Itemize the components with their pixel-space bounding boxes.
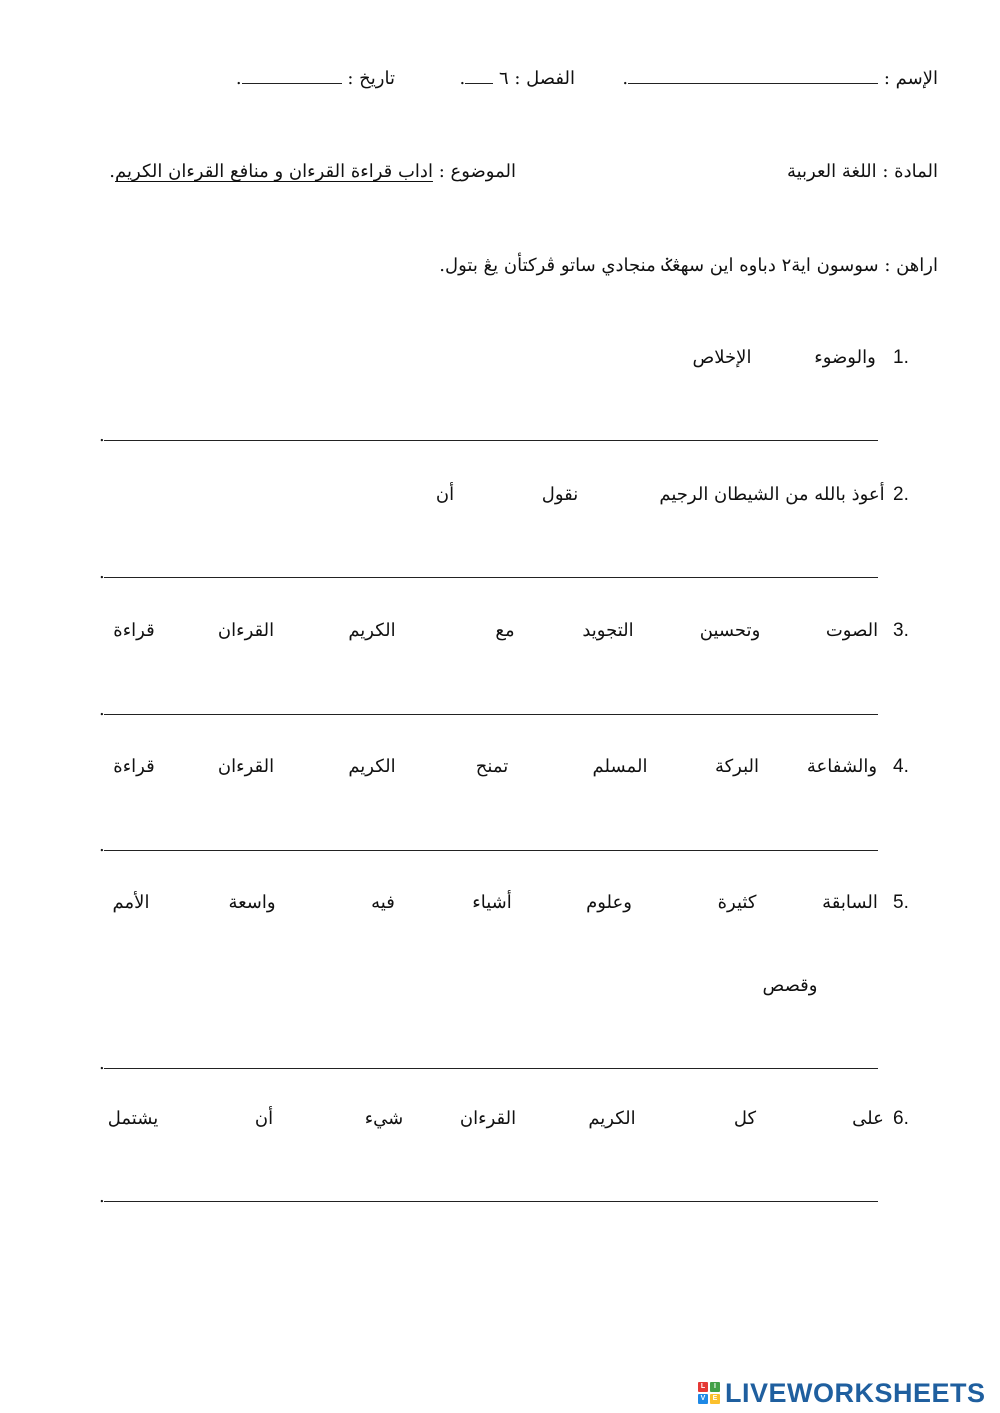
word-tile[interactable]: وقصص <box>762 975 818 996</box>
word-tile[interactable]: على <box>852 1108 884 1129</box>
word-tile[interactable]: أن <box>254 1108 274 1129</box>
word-tile[interactable]: القرءان <box>459 1108 517 1129</box>
answer-line[interactable] <box>104 1068 878 1069</box>
logo-block: I <box>710 1382 720 1392</box>
answer-line-dot: . <box>99 425 105 446</box>
logo-blocks-icon <box>698 1382 720 1404</box>
answer-line-dot: . <box>99 1053 105 1074</box>
word-tile[interactable]: والشفاعة <box>806 756 878 777</box>
word-tile[interactable]: الكريم <box>588 1108 636 1129</box>
logo-block: L <box>698 1382 708 1392</box>
word-tile[interactable]: أن <box>435 484 455 505</box>
word-tile[interactable]: قراءة <box>113 756 155 777</box>
logo-block: E <box>710 1394 720 1404</box>
name-label: الإسم : <box>883 68 938 89</box>
question-number: 5. <box>893 892 909 913</box>
name-field: الإسم : . <box>622 68 938 89</box>
word-tile[interactable]: قراءة <box>113 620 155 641</box>
word-tile[interactable]: وتحسين <box>699 620 761 641</box>
word-tile[interactable]: التجويد <box>582 620 634 641</box>
word-tile[interactable]: تمنح <box>475 756 509 777</box>
subject-label: المادة : اللغة العربية <box>786 161 938 182</box>
logo-block: V <box>698 1394 708 1404</box>
question-number: 2. <box>893 484 909 505</box>
question-number: 1. <box>893 347 909 368</box>
answer-line[interactable] <box>104 440 878 441</box>
word-tile[interactable]: البركة <box>714 756 760 777</box>
word-tile[interactable]: أعوذ بالله من الشيطان الرجيم <box>659 484 885 505</box>
word-tile[interactable]: القرءان <box>217 620 275 641</box>
date-field: تاريخ : . <box>235 68 395 89</box>
word-tile[interactable]: وعلوم <box>586 892 632 913</box>
answer-line[interactable] <box>104 577 878 578</box>
word-tile[interactable]: كل <box>733 1108 757 1129</box>
class-field: الفصل : ٦ . <box>459 68 575 89</box>
word-tile[interactable]: يشتمل <box>107 1108 159 1129</box>
answer-line-dot: . <box>99 699 105 720</box>
answer-line[interactable] <box>104 850 878 851</box>
word-tile[interactable]: الصوت <box>825 620 879 641</box>
answer-line[interactable] <box>104 714 878 715</box>
answer-line-dot: . <box>99 835 105 856</box>
date-blank[interactable] <box>242 83 342 84</box>
word-tile[interactable]: السابقة <box>822 892 878 913</box>
topic-label: الموضوع : <box>438 161 516 182</box>
word-tile[interactable]: نقول <box>541 484 579 505</box>
word-tile[interactable]: كثيرة <box>717 892 757 913</box>
word-tile[interactable]: والوضوء <box>814 347 876 368</box>
word-tile[interactable]: مع <box>495 620 515 641</box>
word-tile[interactable]: الكريم <box>348 620 396 641</box>
answer-line[interactable] <box>104 1201 878 1202</box>
name-blank[interactable] <box>628 83 878 84</box>
instruction-text: اراهن : سوسون اية٢ دباوه اين سهڠݢ منجادي ساتو ڤركتأن يڠ بتول. <box>439 255 938 276</box>
question-number: 4. <box>893 756 909 777</box>
word-tile[interactable]: القرءان <box>217 756 275 777</box>
word-tile[interactable]: المسلم <box>592 756 648 777</box>
word-tile[interactable]: فيه <box>371 892 395 913</box>
topic-field: الموضوع : اداب قراءة القرءان و منافع القرءان الكريم. <box>109 161 516 182</box>
answer-line-dot: . <box>99 1186 105 1207</box>
topic-value: اداب قراءة القرءان و منافع القرءان الكريم <box>115 161 433 182</box>
liveworksheets-logo <box>698 1378 986 1408</box>
class-label: الفصل : ٦ <box>498 68 575 89</box>
logo-text: LIVEWORKSHEETS <box>725 1377 986 1408</box>
class-blank[interactable] <box>465 83 493 84</box>
word-tile[interactable]: الأمم <box>112 892 150 913</box>
word-tile[interactable]: واسعة <box>228 892 276 913</box>
answer-line-dot: . <box>99 562 105 583</box>
question-number: 3. <box>893 620 909 641</box>
word-tile[interactable]: الكريم <box>348 756 396 777</box>
date-label: تاريخ : <box>347 68 395 89</box>
word-tile[interactable]: أشياء <box>472 892 512 913</box>
question-number: 6. <box>893 1108 909 1129</box>
word-tile[interactable]: شيء <box>364 1108 404 1129</box>
word-tile[interactable]: الإخلاص <box>692 347 752 368</box>
